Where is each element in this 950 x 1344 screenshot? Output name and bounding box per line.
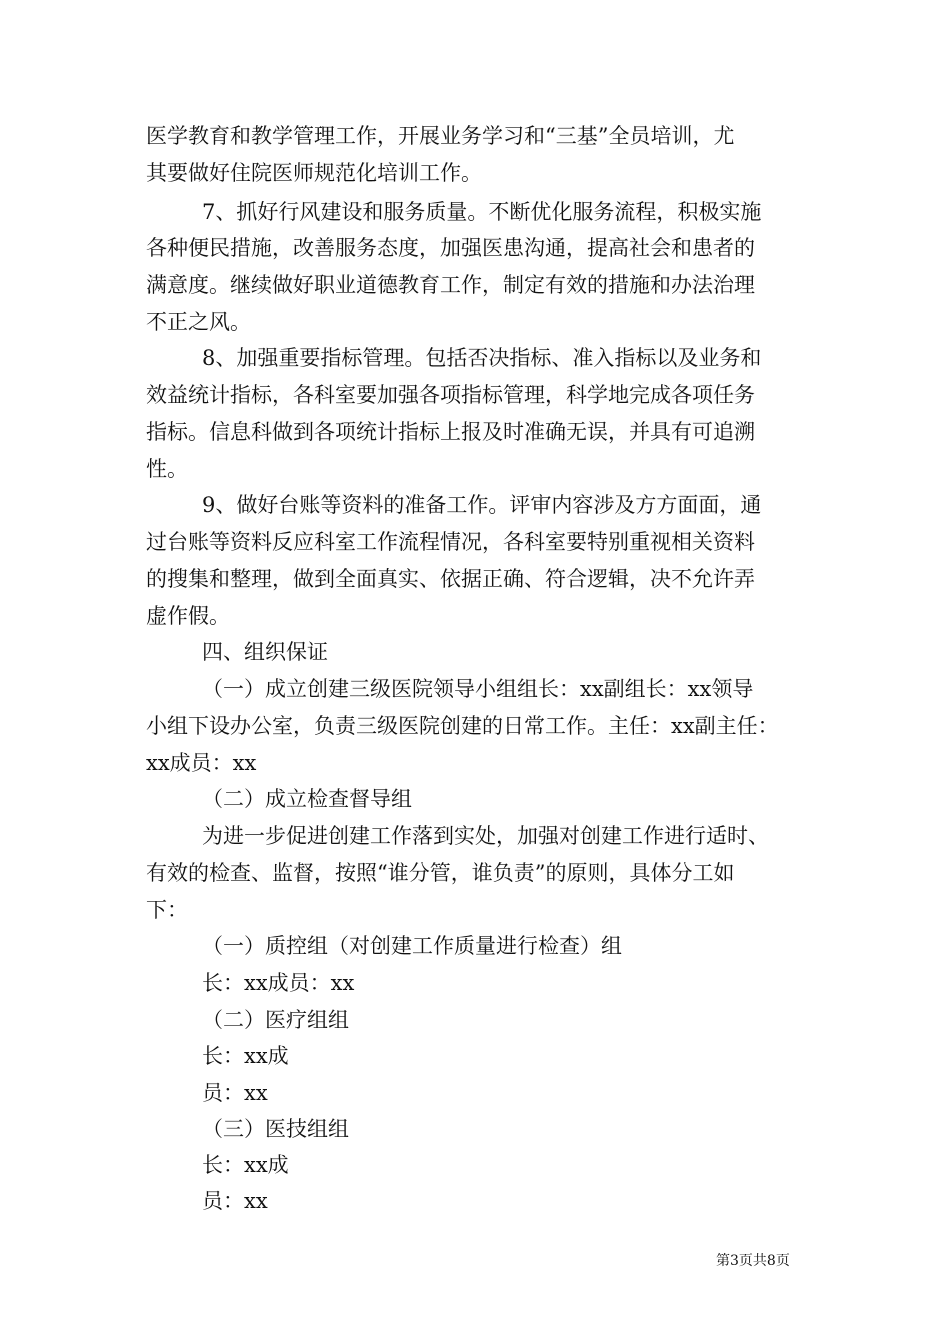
body-line: 7、抓好行风建设和服务质量。不断优化服务流程，积极实施 <box>202 200 762 224</box>
page-number: 第3页共8页 <box>716 1253 790 1269</box>
body-line: （一）质控组（对创建工作质量进行检查）组 <box>202 934 622 958</box>
body-line: 效益统计指标，各科室要加强各项指标管理，科学地完成各项任务 <box>146 383 755 407</box>
body-line: 满意度。继续做好职业道德教育工作，制定有效的措施和办法治理 <box>146 273 755 297</box>
body-line: 虚作假。 <box>146 604 230 628</box>
body-line: 的搜集和整理，做到全面真实、依据正确、符合逻辑，决不允许弄 <box>146 567 755 591</box>
body-line: 不正之风。 <box>146 310 251 334</box>
body-line: xx成员：xx <box>146 751 257 775</box>
body-line: 长：xx成 <box>202 1153 289 1177</box>
subsection-heading: （二）成立检查督导组 <box>202 787 412 811</box>
body-line: （一）成立创建三级医院领导小组组长：xx副组长：xx领导 <box>202 677 754 701</box>
section-heading: 四、组织保证 <box>202 640 328 664</box>
body-line: 过台账等资料反应科室工作流程情况，各科室要特别重视相关资料 <box>146 530 755 554</box>
body-line: （三）医技组组 <box>202 1117 349 1141</box>
body-line: 8、加强重要指标管理。包括否决指标、准入指标以及业务和 <box>202 346 762 370</box>
body-line: 性。 <box>146 457 188 481</box>
body-line: 其要做好住院医师规范化培训工作。 <box>146 161 482 185</box>
body-line: 为进一步促进创建工作落到实处，加强对创建工作进行适时、 <box>202 824 769 848</box>
body-line: （二）医疗组组 <box>202 1008 349 1032</box>
body-line: 医学教育和教学管理工作，开展业务学习和“三基”全员培训，尤 <box>146 124 735 148</box>
body-line: 各种便民措施，改善服务态度，加强医患沟通，提高社会和患者的 <box>146 236 755 260</box>
body-line: 员：xx <box>202 1081 268 1105</box>
body-line: 9、做好台账等资料的准备工作。评审内容涉及方方面面，通 <box>202 493 762 517</box>
body-line: 有效的检查、监督，按照“谁分管，谁负责”的原则，具体分工如 <box>146 861 735 885</box>
body-line: 长：xx成 <box>202 1044 289 1068</box>
body-line: 下： <box>146 898 188 922</box>
body-line: 小组下设办公室，负责三级医院创建的日常工作。主任：xx副主任： <box>146 714 779 738</box>
body-line: 员：xx <box>202 1189 268 1213</box>
body-line: 长：xx成员：xx <box>202 971 355 995</box>
body-line: 指标。信息科做到各项统计指标上报及时准确无误，并具有可追溯 <box>146 420 755 444</box>
